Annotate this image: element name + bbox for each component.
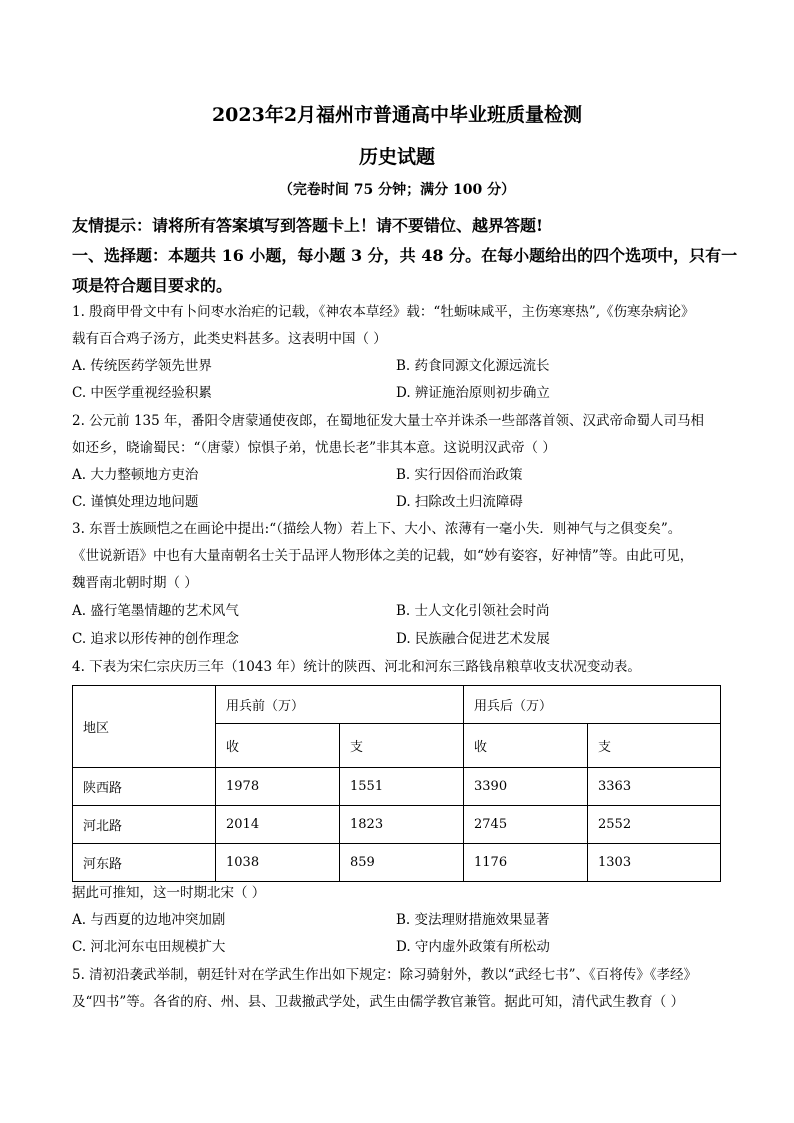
table-cell-before-in: 1978 — [216, 768, 340, 806]
question-3-stem-line-3: 魏晋南北朝时期（ ） — [72, 575, 198, 591]
exam-title: 2023年2月福州市普通高中毕业班质量检测 — [211, 104, 583, 126]
time-info: （完卷时间 75 分钟；满分 100 分） — [278, 182, 516, 198]
question-1-option-d[interactable]: D. 辨证施治原则初步确立 — [396, 385, 550, 401]
section-heading-line-1: 一、选择题：本题共 16 小题，每小题 3 分，共 48 分。在每小题给出的四个选项中，只有一 — [72, 246, 738, 265]
question-3-stem-line-2: 《世说新语》中也有大量南朝名士关于品评人物形体之美的记载，如“妙有姿容，好神情”等。由此可见， — [72, 548, 694, 564]
table-cell-after-in: 3390 — [464, 768, 588, 806]
table-header-after: 用兵后（万） — [464, 686, 721, 724]
table-row — [73, 768, 721, 806]
question-5-stem-line-1: 5. 清初沿袭武举制，朝廷针对在学武生作出如下规定：除习骑射外，教以“武经七书”、《百将传》《孝经》 — [72, 967, 697, 983]
table-row — [73, 844, 721, 882]
question-4-stem-line-1: 4. 下表为宋仁宗庆历三年（1043 年）统计的陕西、河北和河东三路钱帛粮草收支状况变动表。 — [72, 659, 641, 675]
table-header-before-income: 收 — [216, 724, 340, 768]
subject-title: 历史试题 — [358, 146, 435, 168]
question-4-option-d[interactable]: D. 守内虚外政策有所松动 — [396, 939, 550, 955]
question-2-option-b[interactable]: B. 实行因俗而治政策 — [396, 467, 523, 483]
question-4-after-table: 据此可推知，这一时期北宋（ ） — [72, 885, 266, 901]
question-3-stem-line-1: 3. 东晋士族顾恺之在画论中提出:“（描绘人物）若上下、大小、浓薄有一毫小失．则神气与之俱变矣”。 — [72, 521, 682, 537]
table-cell-before-out: 859 — [340, 844, 464, 882]
table-cell-region: 河北路 — [73, 806, 216, 844]
question-1-option-a[interactable]: A. 传统医药学领先世界 — [72, 358, 212, 374]
question-2-option-d[interactable]: D. 扫除改土归流障碍 — [396, 494, 523, 510]
question-1-option-c[interactable]: C. 中医学重视经验积累 — [72, 385, 212, 401]
table-cell-after-in: 1176 — [464, 844, 588, 882]
friendly-notice: 友情提示：请将所有答案填写到答题卡上！请不要错位、越界答题! — [72, 216, 544, 235]
section-heading-line-2: 项是符合题目要求的。 — [72, 276, 233, 295]
table-header-region: 地区 — [73, 686, 216, 768]
question-3-option-d[interactable]: D. 民族融合促进艺术发展 — [396, 631, 550, 647]
table-cell-before-in: 1038 — [216, 844, 340, 882]
table-cell-after-in: 2745 — [464, 806, 588, 844]
fiscal-table — [72, 685, 721, 882]
table-header-after-expense: 支 — [588, 724, 721, 768]
question-1-stem-line-1: 1. 殷商甲骨文中有卜问枣水治疟的记载，《神农本草经》载：“牡蛎味咸平，主伤寒寒热”,《伤寒杂病论》 — [72, 304, 695, 320]
question-2-option-a[interactable]: A. 大力整顿地方吏治 — [72, 467, 199, 483]
table-cell-region: 陕西路 — [73, 768, 216, 806]
question-2-stem-line-2: 如还乡，晓谕蜀民：“（唐蒙）惊惧子弟，忧患长老”非其本意。这说明汉武帝（ ） — [72, 440, 556, 456]
question-4-option-b[interactable]: B. 变法理财措施效果显著 — [396, 912, 550, 928]
table-cell-before-out: 1823 — [340, 806, 464, 844]
question-2-stem-line-1: 2. 公元前 135 年，番阳令唐蒙通使夜郎，在蜀地征发大量士卒并诛杀一些部落首领、汉武帝命蜀人司马相 — [72, 413, 705, 429]
table-cell-before-in: 2014 — [216, 806, 340, 844]
table-cell-region: 河东路 — [73, 844, 216, 882]
table-cell-after-out: 1303 — [588, 844, 721, 882]
question-2-option-c[interactable]: C. 谨慎处理边地问题 — [72, 494, 199, 510]
table-header-before-expense: 支 — [340, 724, 464, 768]
table-cell-before-out: 1551 — [340, 768, 464, 806]
question-4-option-a[interactable]: A. 与西夏的边地冲突加剧 — [72, 912, 226, 928]
question-1-stem-line-2: 载有百合鸡子汤方，此类史料甚多。这表明中国（ ） — [72, 331, 387, 347]
question-5-stem-line-2: 及“四书”等。各省的府、州、县、卫裁撤武学处，武生由儒学教官兼管。据此可知，清代武生教育（ ） — [72, 994, 685, 1010]
question-3-option-c[interactable]: C. 追求以形传神的创作理念 — [72, 631, 239, 647]
table-row — [73, 806, 721, 844]
table-header-after-income: 收 — [464, 724, 588, 768]
question-3-option-b[interactable]: B. 士人文化引领社会时尚 — [396, 603, 550, 619]
question-3-option-a[interactable]: A. 盛行笔墨情趣的艺术风气 — [72, 603, 239, 619]
question-4-option-c[interactable]: C. 河北河东屯田规模扩大 — [72, 939, 226, 955]
table-header-before: 用兵前（万） — [216, 686, 464, 724]
table-cell-after-out: 2552 — [588, 806, 721, 844]
table-header-row — [73, 686, 721, 724]
table-cell-after-out: 3363 — [588, 768, 721, 806]
question-1-option-b[interactable]: B. 药食同源文化源远流长 — [396, 358, 550, 374]
